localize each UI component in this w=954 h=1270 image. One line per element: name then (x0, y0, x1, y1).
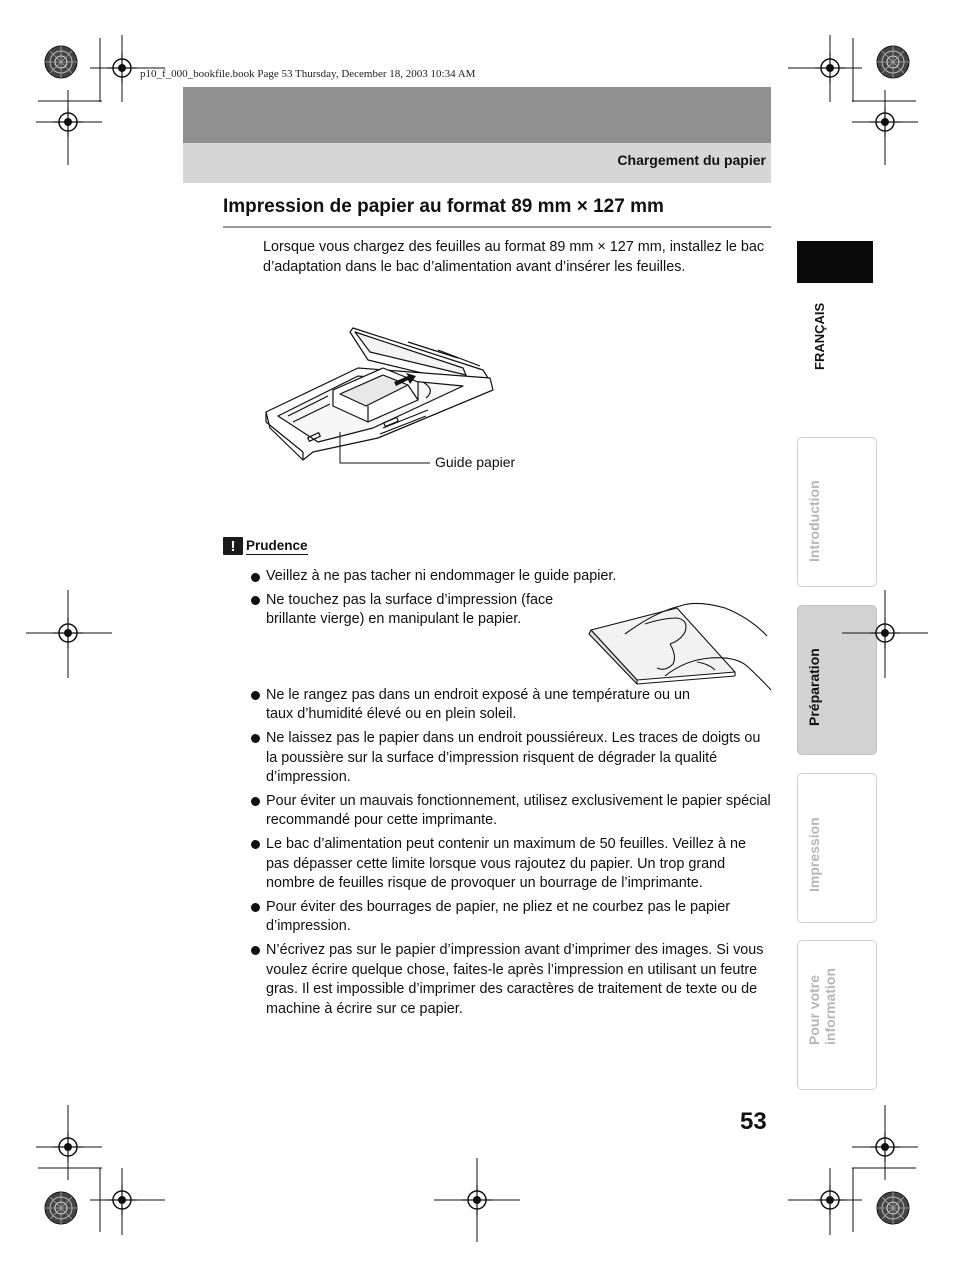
tab-label: Introduction (806, 480, 822, 562)
list-item: Pour éviter des bourrages de papier, ne pliez et ne courbez pas le papier d’impression. (250, 898, 772, 937)
file-info: p10_f_000_bookfile.book Page 53 Thursday, December 18, 2003 10:34 AM (140, 68, 476, 80)
tab-label: Impression (806, 817, 822, 892)
list-item: Pour éviter un mauvais fonctionnement, utilisez exclusivement le papier spécial recommandé pour cette imprimante. (250, 792, 772, 831)
figure-caption: Guide papier (435, 454, 516, 470)
page-number: 53 (740, 1108, 767, 1135)
section-title: Impression de papier au format 89 mm × 127 mm (223, 196, 664, 217)
tab-label: Préparation (806, 648, 822, 726)
list-item: Ne le rangez pas dans un endroit exposé à une température ou un taux d’humidité élevé ou en plein soleil. (250, 686, 696, 725)
tab-label-line1: Pour votre (806, 974, 822, 1045)
running-head: Chargement du papier (617, 152, 766, 168)
language-label: FRANÇAIS (812, 302, 827, 370)
intro-paragraph: Lorsque vous chargez des feuilles au format 89 mm × 127 mm, installez le bac d’adaptation dans le bac d’alimentation avant d’insérer les feuilles. (263, 239, 765, 275)
list-item: Ne laissez pas le papier dans un endroit poussiéreux. Les traces de doigts ou la poussière sur la surface d’impression risquent de dégrader la qualité d’impression. (250, 729, 772, 788)
svg-text:·: · (613, 634, 620, 639)
list-item: N’écrivez pas sur le papier d’impression avant d’imprimer des images. Si vous voulez écrire quelque chose, faites-le après l’impression en utilisant un feutre gras. Il est impossible d’imprimer des caractères de traitement de texte ou de machine à écrire sur ce papier. (250, 941, 772, 1019)
list-item: Veillez à ne pas tacher ni endommager le guide papier. (250, 567, 772, 587)
tab-label-line2: information (822, 968, 838, 1045)
caution-label: Prudence (246, 537, 308, 553)
exclamation-icon: ! (223, 537, 243, 555)
list-item: Le bac d’alimentation peut contenir un maximum de 50 feuilles. Veillez à ne pas dépasser cette limite lorsque vous rajoutez du papier. Un trop grand nombre de feuilles risque de provoquer un bourrage de l’imprimante. (250, 835, 772, 894)
list-item: Ne touchez pas la surface d’impression (face brillante vierge) en manipulant le papier. (250, 591, 596, 630)
